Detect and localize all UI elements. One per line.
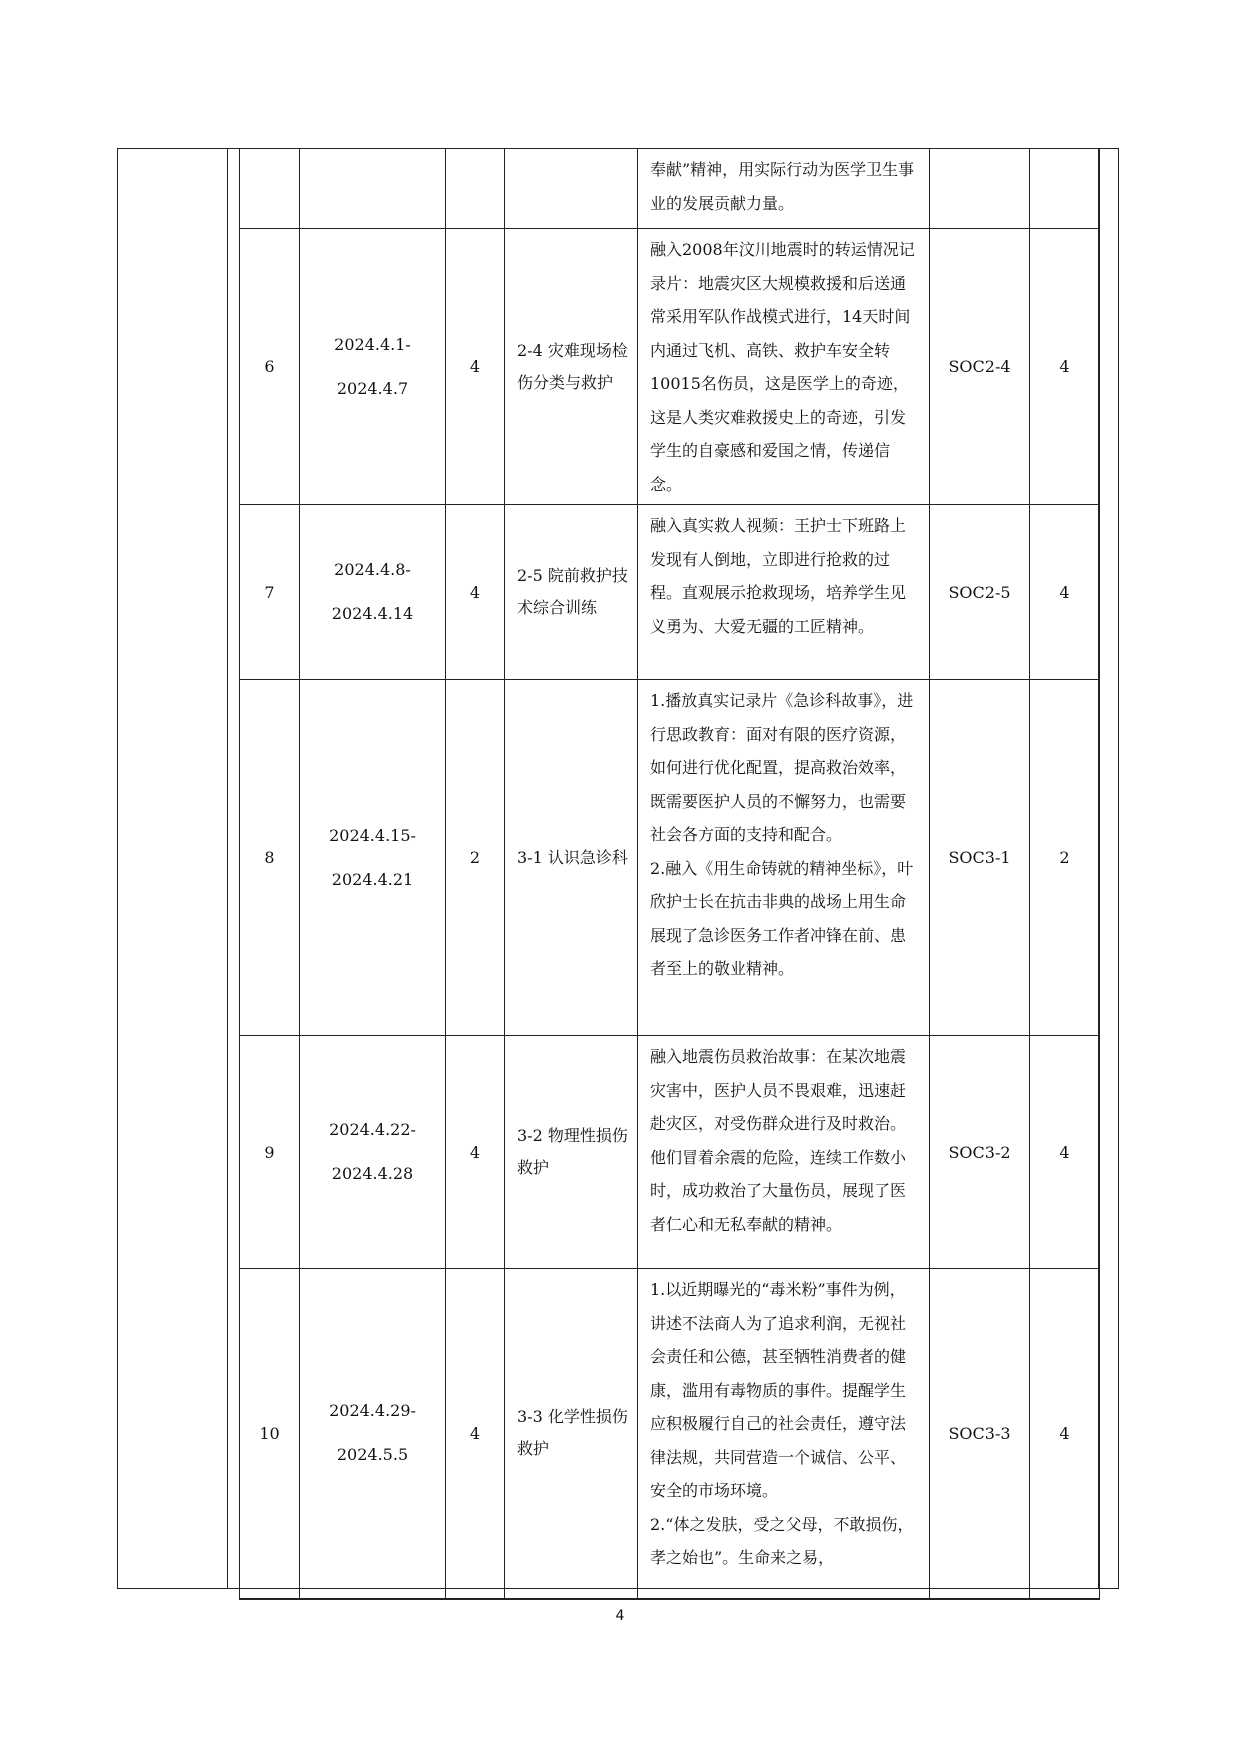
- cell-text: SOC3-3: [948, 1423, 1011, 1443]
- date-cell: [300, 1036, 446, 1269]
- table-row: [240, 229, 1100, 505]
- hours-cell: [446, 149, 505, 229]
- week-cell: [240, 1269, 300, 1599]
- cell-text: 4: [469, 582, 481, 602]
- cell-text: 4: [469, 357, 481, 376]
- date-end: 2024.5.5: [336, 1445, 409, 1465]
- content-paragraph: 融入真实救人视频：王护士下班路上发现有人倒地，立即进行抢救的过程。直观展示抢救现场，培养学生见义勇为、大爱无疆的工匠精神。: [650, 516, 907, 636]
- topic-cell: [505, 1036, 638, 1269]
- content-cell: [638, 229, 930, 505]
- hours-cell: [446, 680, 505, 1036]
- date-cell: [300, 149, 446, 229]
- topic-cell: [505, 680, 638, 1036]
- cell-text: 2-5 院前救护技术综合训练: [517, 566, 628, 617]
- table-row: [240, 1036, 1100, 1269]
- table-row: [240, 505, 1100, 680]
- hours-cell: [446, 1036, 505, 1269]
- date-end: 2024.4.28: [331, 1164, 414, 1183]
- date-start: 2024.4.29-: [329, 1401, 416, 1421]
- cell-text: 4: [1059, 1423, 1070, 1443]
- soc-cell: [930, 1036, 1030, 1269]
- table-row: [240, 680, 1100, 1036]
- cell-text: 4: [469, 1142, 481, 1162]
- cell-text: 4: [1059, 357, 1070, 376]
- soc-cell: [930, 505, 1030, 680]
- hours2-cell: [1030, 1036, 1100, 1269]
- soc-cell: [930, 680, 1030, 1036]
- cell-text: 4: [1059, 582, 1070, 602]
- schedule-table: [239, 148, 1100, 1600]
- hours2-cell: [1030, 149, 1100, 229]
- cell-text: 7: [264, 582, 275, 602]
- week-cell: [240, 505, 300, 680]
- cell-text: 4: [1059, 1142, 1070, 1162]
- cell-text: 10: [259, 1423, 280, 1443]
- cell-text: 3-1 认识急诊科: [517, 847, 628, 867]
- column-divider: [227, 148, 228, 1589]
- cell-text: 3-3 化学性损伤救护: [517, 1407, 628, 1459]
- date-end: 2024.4.21: [331, 869, 414, 889]
- cell-text: SOC2-4: [948, 357, 1011, 376]
- topic-cell: [505, 1269, 638, 1599]
- date-start: 2024.4.22-: [329, 1120, 416, 1139]
- cell-text: 9: [264, 1142, 275, 1162]
- hours2-cell: [1030, 505, 1100, 680]
- cell-text: 4: [469, 1423, 481, 1443]
- hours-cell: [446, 1269, 505, 1599]
- cell-text: 3-2 物理性损伤救护: [517, 1126, 628, 1177]
- content-cell: [638, 1269, 930, 1599]
- date-cell: [300, 1269, 446, 1599]
- date-cell: [300, 229, 446, 505]
- cell-text: SOC3-1: [948, 848, 1011, 867]
- content-paragraph: 1.以近期曝光的“毒米粉”事件为例，讲述不法商人为了追求利润，无视社会责任和公德，甚至牺牲消费者的健康，滥用有毒物质的事件。提醒学生应积极履行自己的社会责任，遵守法律法规，共同营造一个诚信、公平、安全的市场环境。: [650, 1280, 907, 1500]
- date-start: 2024.4.15-: [329, 825, 416, 845]
- week-cell: [240, 1036, 300, 1269]
- content-paragraph: 融入地震伤员救治故事：在某次地震灾害中，医护人员不畏艰难，迅速赶赴灾区，对受伤群众进行及时救治。他们冒着余震的危险，连续工作数小时，成功救治了大量伤员，展现了医者仁心和无私奉献的精神。: [650, 1047, 907, 1234]
- topic-cell: [505, 505, 638, 680]
- hours-cell: [446, 505, 505, 680]
- date-cell: [300, 680, 446, 1036]
- content-cell: [638, 680, 930, 1036]
- content-cell: [638, 149, 930, 229]
- soc-cell: [930, 1269, 1030, 1599]
- soc-cell: [930, 229, 1030, 505]
- cell-text: 2: [469, 848, 481, 867]
- cell-text: 2: [1059, 848, 1070, 867]
- content-paragraph: 1.播放真实记录片《急诊科故事》，进行思政教育：面对有限的医疗资源，如何进行优化配置，提高救治效率，既需要医护人员的不懈努力，也需要社会各方面的支持和配合。: [650, 691, 914, 844]
- date-end: 2024.4.14: [331, 604, 414, 623]
- date-cell: [300, 505, 446, 680]
- cell-text: 6: [264, 357, 275, 376]
- topic-cell: [505, 149, 638, 229]
- date-start: 2024.4.8-: [334, 560, 411, 579]
- table-row: [240, 1269, 1100, 1599]
- week-cell: [240, 229, 300, 505]
- date-end: 2024.4.7: [336, 378, 409, 398]
- soc-cell: [930, 149, 1030, 229]
- date-start: 2024.4.1-: [334, 334, 411, 354]
- week-cell: [240, 680, 300, 1036]
- content-cell: [638, 505, 930, 680]
- cell-text: SOC2-5: [948, 582, 1011, 602]
- content-paragraph: 融入2008年汶川地震时的转运情况记录片：地震灾区大规模救援和后送通常采用军队作战模式进行，14天时间内通过飞机、高铁、救护车安全转10015名伤员，这是医学上的奇迹，这是人类灾难救援史上的奇迹，引发学生的自豪感和爱国之情，传递信念。: [650, 240, 915, 494]
- hours2-cell: [1030, 1269, 1100, 1599]
- content-paragraph: 奉献”精神，用实际行动为医学卫生事业的发展贡献力量。: [650, 160, 915, 213]
- page-number: 4: [615, 1608, 625, 1624]
- topic-cell: [505, 229, 638, 505]
- week-cell: [240, 149, 300, 229]
- table-row: [240, 149, 1100, 229]
- content-paragraph: 2.融入《用生命铸就的精神坐标》，叶欣护士长在抗击非典的战场上用生命展现了急诊医务工作者冲锋在前、患者至上的敬业精神。: [650, 858, 914, 978]
- hours2-cell: [1030, 229, 1100, 505]
- content-paragraph: 2.“体之发肤，受之父母，不敢损伤，孝之始也”。生命来之易，: [650, 1514, 914, 1567]
- cell-text: 8: [264, 848, 275, 867]
- cell-text: SOC3-2: [948, 1142, 1011, 1162]
- hours-cell: [446, 229, 505, 505]
- cell-text: 2-4 灾难现场检伤分类与救护: [517, 340, 628, 392]
- hours2-cell: [1030, 680, 1100, 1036]
- content-cell: [638, 1036, 930, 1269]
